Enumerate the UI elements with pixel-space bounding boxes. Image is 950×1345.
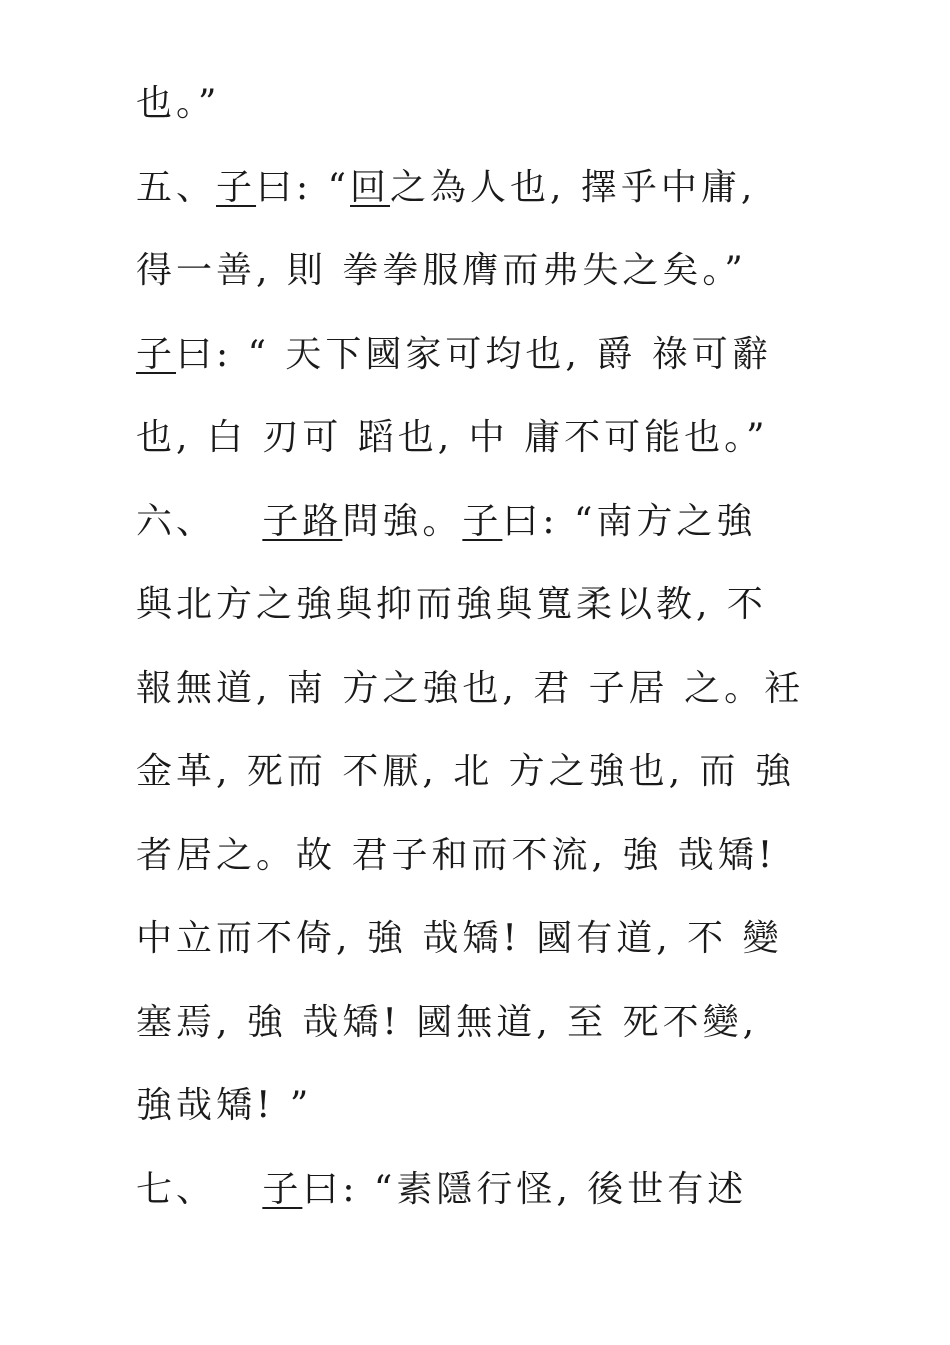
underlined-name: 子路 <box>262 500 343 542</box>
text-segment: 中立而不倚, 強 哉矯! 國有道, 不 變 <box>136 918 783 959</box>
text-segment: 曰: “南方之強 <box>502 500 757 542</box>
text-segment: 五、 <box>136 166 217 208</box>
underlined-name: 回 <box>350 166 391 208</box>
document-page <box>136 62 826 1231</box>
text-segment: 者居之。故 君子和而不流, 強 哉矯! <box>136 834 777 876</box>
text-segment: 六、 <box>136 500 263 542</box>
text-segment: 曰: “ 天下國家可均也, 爵 祿可辭 <box>176 333 772 375</box>
text-segment: 強哉矯! ” <box>136 1085 313 1126</box>
text-body <box>136 62 826 1231</box>
text-line <box>136 313 826 397</box>
text-line <box>136 563 826 647</box>
text-segment: 也, 白 刃可 蹈也, 中 庸不可能也。” <box>136 417 769 458</box>
text-line <box>136 146 826 230</box>
text-line <box>136 981 826 1065</box>
text-segment: 之為人也, 擇乎中庸, <box>390 166 757 208</box>
text-line <box>136 480 826 564</box>
underlined-name: 子 <box>136 333 177 375</box>
text-segment: 塞焉, 強 哉矯! 國無道, 至 死不變, <box>136 1001 759 1043</box>
text-segment: 金革, 死而 不厭, 北 方之強也, 而 強 <box>136 751 795 792</box>
text-line <box>136 62 826 146</box>
text-segment: 報無道, 南 方之強也, 君 子居 之。衽 <box>136 667 805 709</box>
text-segment: 與北方之強與抑而強與寬柔以教, 不 <box>136 584 767 625</box>
text-line <box>136 814 826 898</box>
text-line <box>136 647 826 731</box>
text-line <box>136 897 826 981</box>
text-line <box>136 1148 826 1232</box>
text-segment: 問強。 <box>342 500 463 542</box>
underlined-name: 子 <box>262 1168 303 1210</box>
text-segment: 曰: “ <box>256 166 351 208</box>
text-segment: 也。” <box>136 83 221 124</box>
text-line <box>136 229 826 313</box>
text-segment: 得一善, 則 拳拳服膺而弗失之矣。” <box>136 250 747 291</box>
underlined-name: 子 <box>216 166 257 208</box>
underlined-name: 子 <box>462 500 503 542</box>
text-line <box>136 730 826 814</box>
text-line <box>136 396 826 480</box>
text-line <box>136 1064 826 1148</box>
text-segment: 曰: “素隱行怪, 後世有述 <box>302 1168 748 1210</box>
text-segment: 七、 <box>136 1168 263 1210</box>
